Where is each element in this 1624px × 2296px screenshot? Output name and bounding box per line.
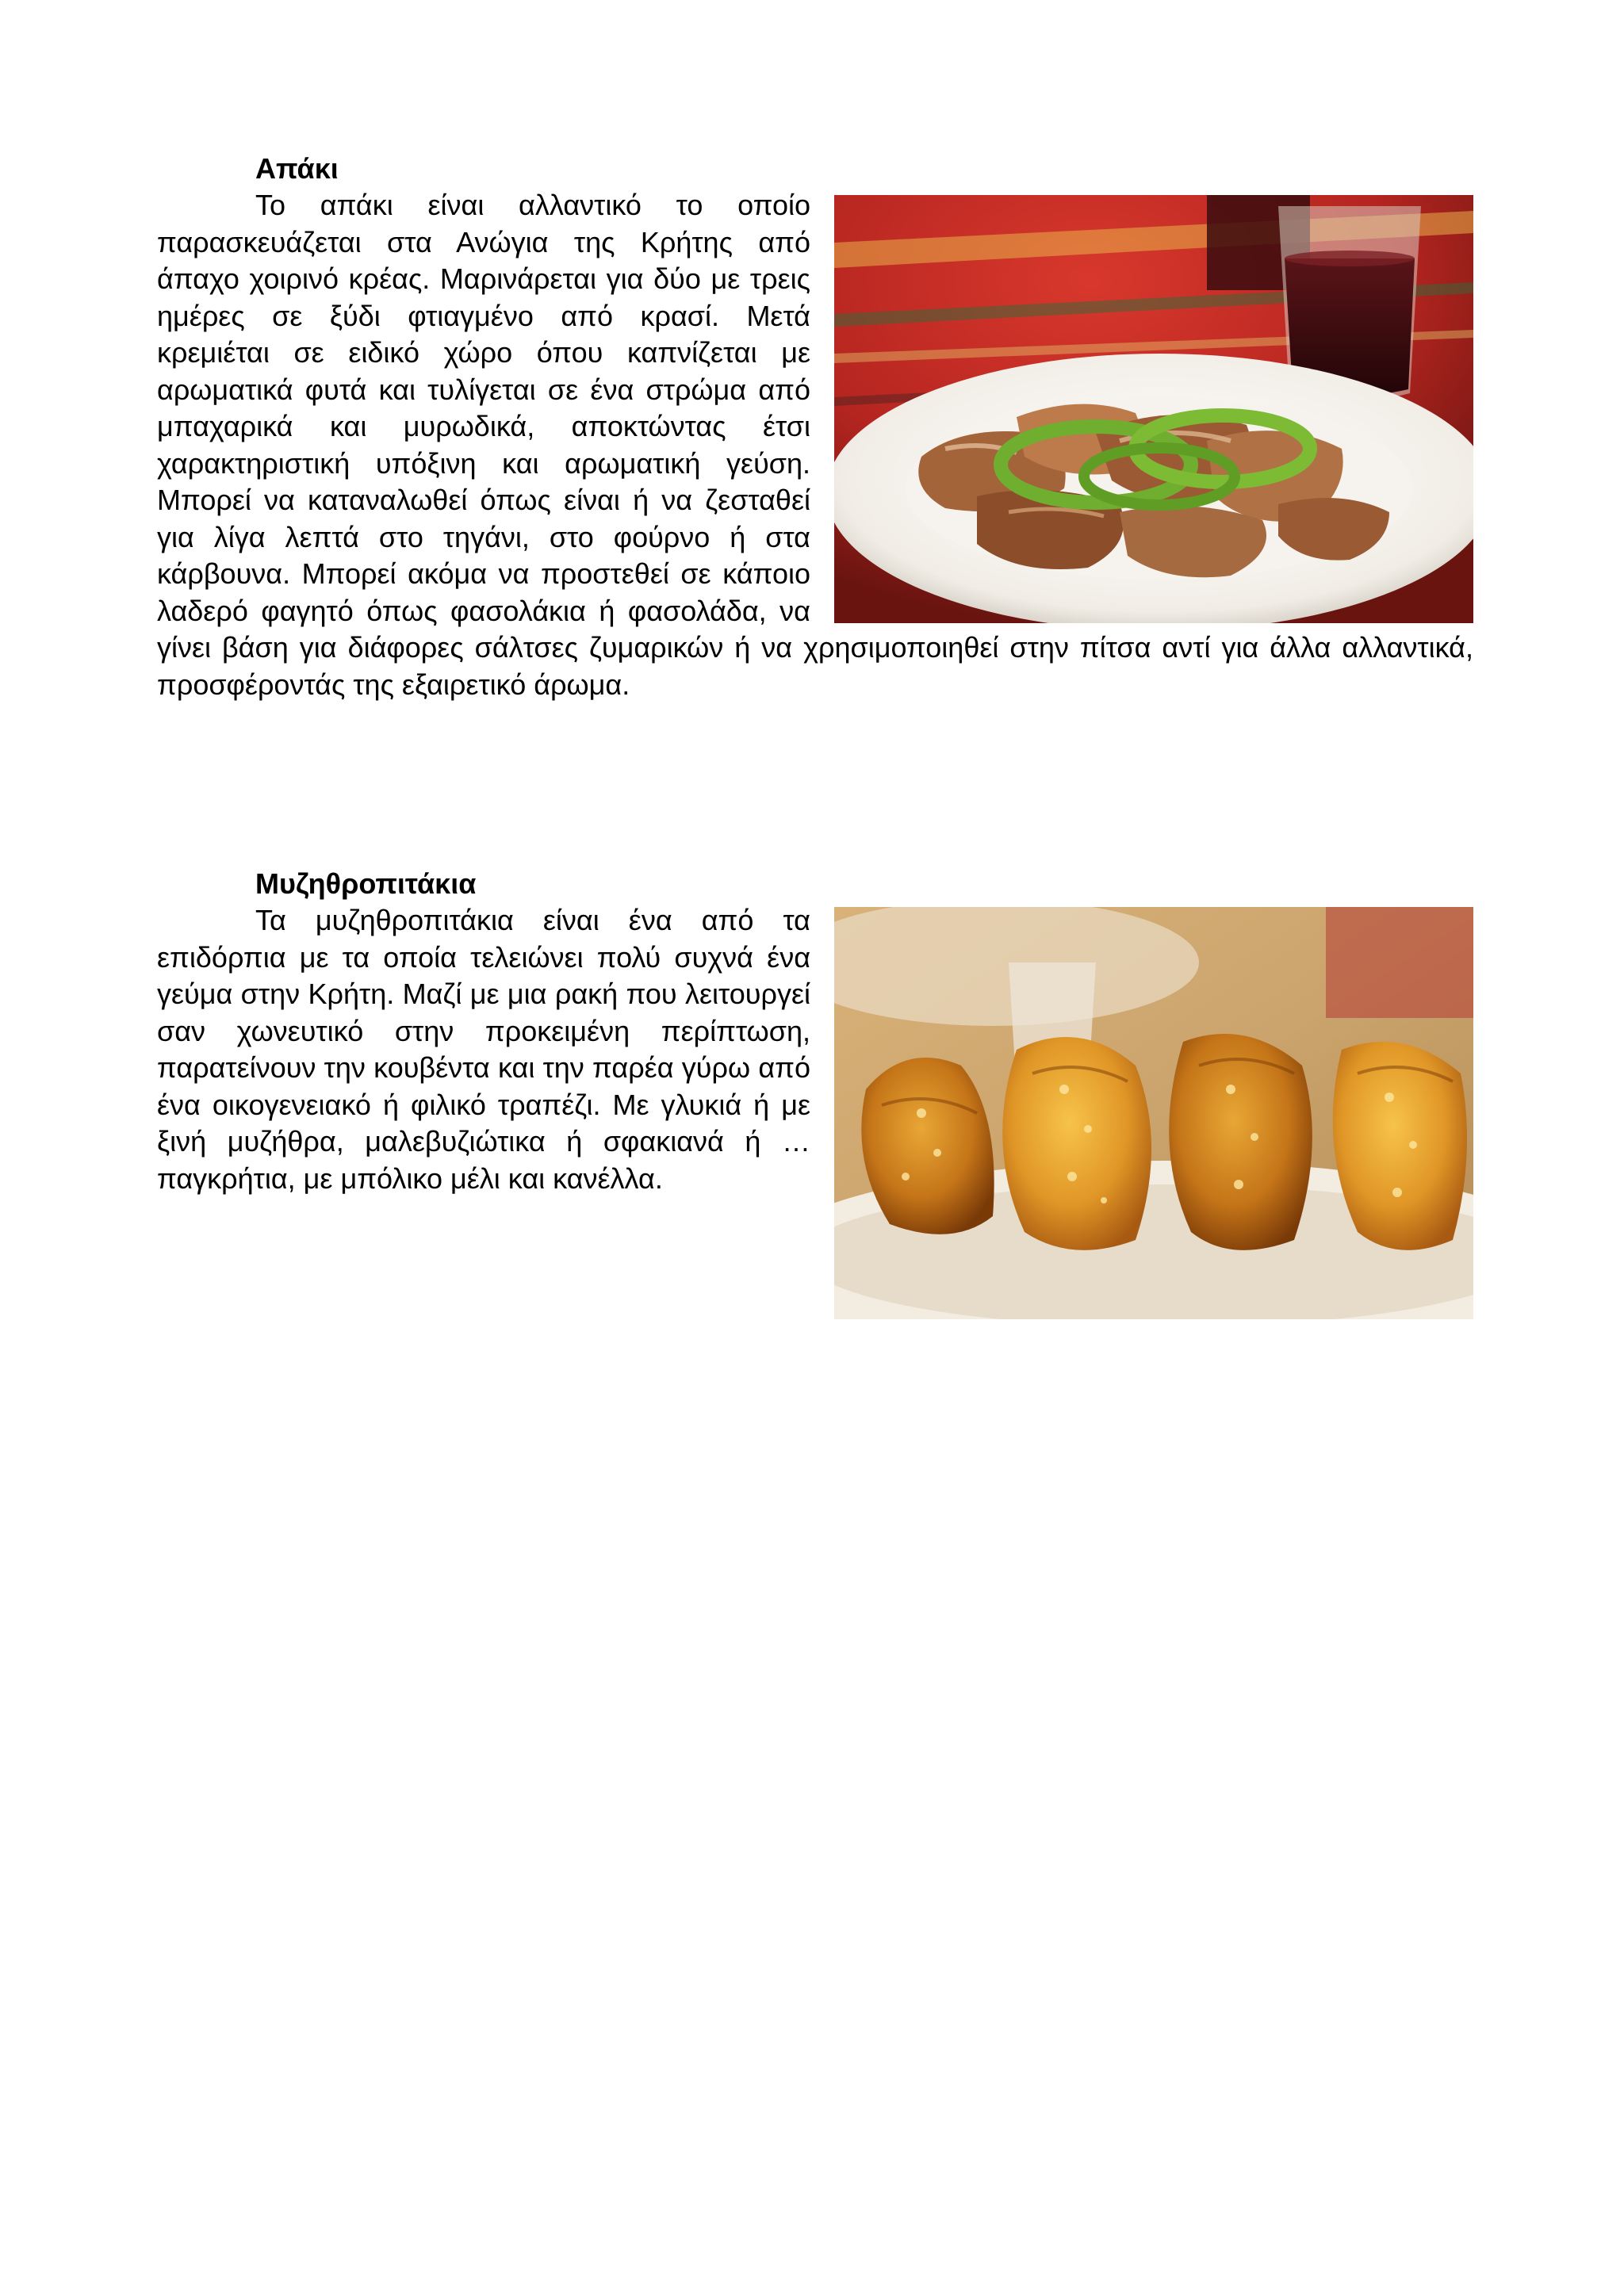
section-text: Το απάκι είναι αλλαντικό το οποίο παρασκευάζεται στα Ανώγια της Κρήτης από άπαχο χοιρινό κρέας. Μαρινάρεται για δύο με τρεις ημέρες σε ξύδι φτιαγμένο από κρασί. Μετά κρεμιέται σε ειδικό χώρο όπου καπνίζεται με αρωματικά φυτά και τυλίγεται σε ένα στρώμα από μπαχαρικά και μυρωδικά, αποκτώντας έτσι χαρακτηριστική υπόξινη και αρωματική γεύση. Μπορεί να καταναλωθεί όπως είναι ή να ζεσταθεί για λίγα λεπτά στο τηγάνι, στο φούρνο ή στα κάρβουνα. Μπορεί ακόμα να προστεθεί σε κάποιο λαδερό φαγητό όπως φασολάκια ή φασολάδα, να γίνει βάση για διάφορες σάλτσες ζυμαρικών ή να χρησιμοποιηθεί στην πίτσα αντί για άλλα αλλαντικά, προσφέροντάς της εξαιρετικό άρωμα.: [157, 189, 1473, 701]
apaki-photo: [834, 195, 1473, 623]
section-apaki: [157, 151, 1473, 703]
myzithropitakia-photo: [834, 907, 1473, 1319]
section-text: Τα μυζηθροπιτάκια είναι ένα από τα επιδόρπια με τα οποία τελειώνει πολύ συχνά ένα γεύμα στην Κρήτη. Μαζί με μια ρακή που λειτουργεί σαν χωνευτικό στην προκειμένη περίπτωση, παρατείνουν την κουβέντα και την παρέα γύρω από ένα οικογενειακό ή φιλικό τραπέζι. Με γλυκιά ή με ξινή μυζήθρα, μαλεβυζιώτικα ή σφακιανά ή …παγκρήτια, με μπόλικο μέλι και κανέλλα.: [157, 904, 810, 1195]
section-heading: Απάκι: [255, 152, 339, 185]
section-heading: Μυζηθροπιτάκια: [255, 867, 477, 900]
section-myzithropitakia: [157, 866, 1473, 1319]
